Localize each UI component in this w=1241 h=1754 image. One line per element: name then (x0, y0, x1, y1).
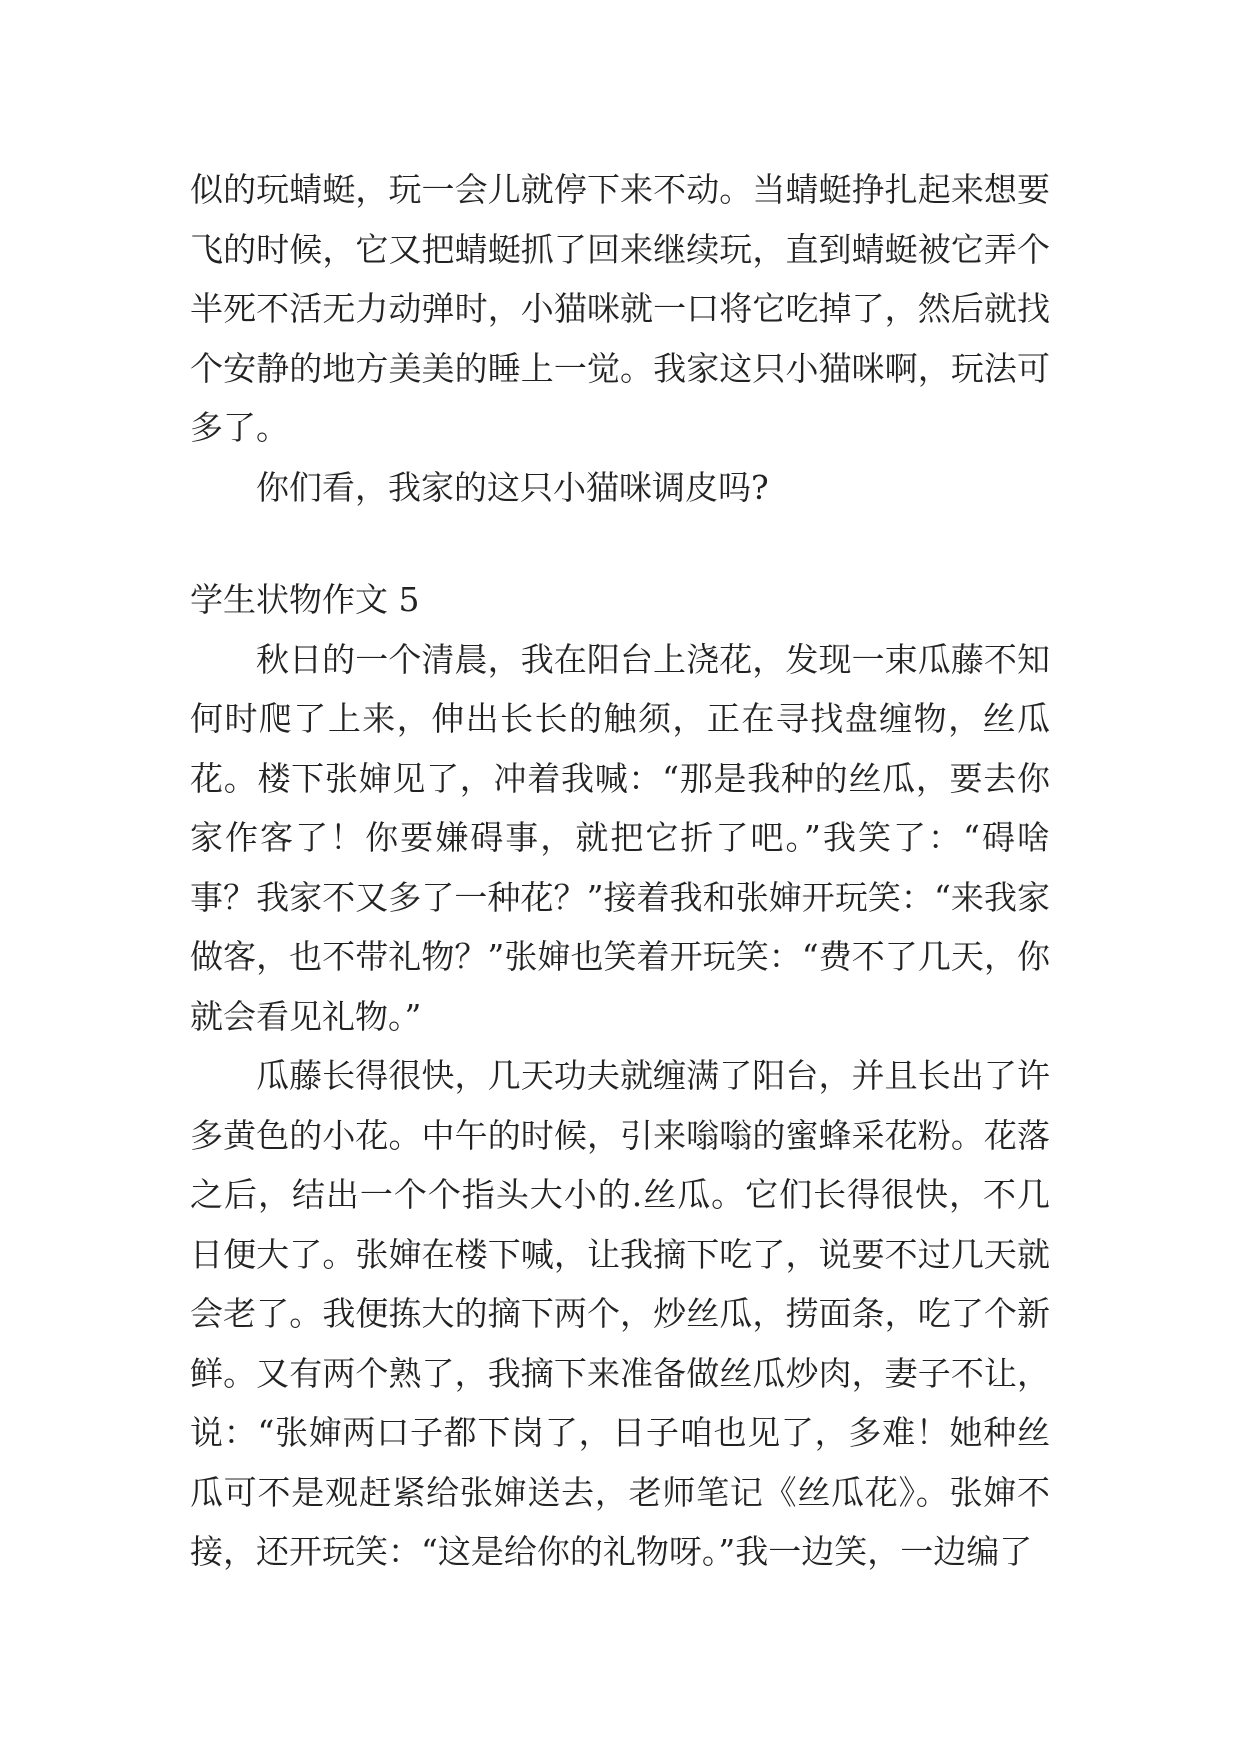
essay-heading: 学生状物作文 5 (190, 580, 420, 619)
paragraph-cat-question: 你们看，我家的这只小猫咪调皮吗? (256, 467, 769, 507)
paragraph-cat-play: 似的玩蜻蜓，玩一会儿就停下来不动。当蜻蜓挣扎起来想要飞的时候，它又把蜻蜓抓了回来继续玩，直到蜻蜓被它弄个半死不活无力动弹时，小猫咪就一口将它吃掉了，然后就找个安静的地方美美的睡上一觉。我家这只小猫咪啊，玩法可多了。 (190, 170, 1050, 447)
paragraph-loofah-vine: 秋日的一个清晨，我在阳台上浇花，发现一束瓜藤不知何时爬了上来，伸出长长的触须，正在寻找盘缠物，丝瓜花。楼下张婶见了，冲着我喊：“那是我种的丝瓜，要去你家作客了！你要嫌碍事，就把它折了吧。”我笑了：“碍啥事？我家不又多了一种花？”接着我和张婶开玩笑：“来我家做客，也不带礼物？”张婶也笑着开玩笑：“费不了几天，你就会看见礼物。” (190, 639, 1050, 1036)
document-body (190, 160, 1050, 1582)
paragraph-loofah-growth: 瓜藤长得很快，几天功夫就缠满了阳台，并且长出了许多黄色的小花。中午的时候，引来嗡嗡的蜜蜂采花粉。花落之后，结出一个个指头大小的.丝瓜。它们长得很快，不几日便大了。张婶在楼下喊，让我摘下吃了，说要不过几天就会老了。我便拣大的摘下两个，炒丝瓜，捞面条，吃了个新鲜。又有两个熟了，我摘下来准备做丝瓜炒肉，妻子不让，说：“张婶两口子都下岗了，日子咱也见了，多难！她种丝瓜可不是观赶紧给张婶送去，老师笔记《丝瓜花》。张婶不接，还开玩笑：“这是给你的礼物呀。”我一边笑，一边编了 (190, 1056, 1050, 1571)
